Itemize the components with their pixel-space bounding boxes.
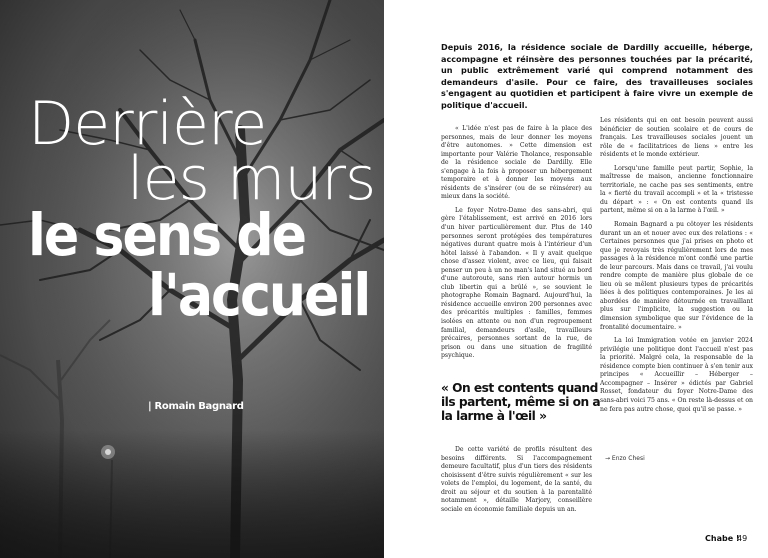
- col2-paragraph-3: Romain Bagnard a pu côtoyer les résidents durant un an et nouer avec eux des relations : « Certaines personnes que j'ai prises en photo et que je revoyais très régulièrement lors de mes passages à la résidence m'ont confié une partie de leur parcours. Mais dans ce travail, j'ai voulu rendre compte de manière plus globale de ce lieu où se mêlent plusieurs types de précarités liées à des politiques contemporaines. Je les ai abordées de manière détournée en travaillant plus sur l'implicite, la suggestion ou la dimension symbolique que sur l'évidence de la frontalité documentaire. »: [600, 221, 753, 331]
- author-credit: | Romain Bagnard: [148, 401, 244, 412]
- column-1: [441, 125, 592, 366]
- title-line-1: Derrière: [28, 89, 267, 159]
- col1-paragraph-1: « L'idée n'est pas de faire à la place des personnes, mais de leur donner les moyens d'être autonomes. » Cette dimension est importante pour Valérie Tholance, responsable de la résidence sociale de Dardilly. Elle s'engage à la fois à proposer un hébergement temporaire et à donner les moyens aux résidents de s'insérer (ou de se réinsérer) au mieux dans la société.: [441, 125, 592, 201]
- column-1-bottom: [441, 446, 592, 519]
- title-line-3: le sens de: [28, 201, 306, 269]
- col2-paragraph-4: La loi Immigration votée en janvier 2024 privilégie une politique dont l'accueil n'est pas la priorité. Malgré cela, la responsable de la résidence compte bien continuer à s'en tenir aux principes « Accueillir – Héberger – Accompagner – Insérer » édictés par Gabriel Rosset, fondateur du foyer Notre-Dame des sans-abri voici 75 ans. « On reste là-dessus et on ne fera pas autre chose, quoi qu'il se passe. »: [600, 337, 753, 413]
- col2-paragraph-1: Les résidents qui en ont besoin peuvent aussi bénéficier de soutien scolaire et de cours de français. Les travailleuses sociales jouent un rôle de « facilitatrices de liens » entre les résidents et le monde extérieur.: [600, 117, 753, 159]
- title-line-4: l'accueil: [148, 261, 370, 329]
- article-page: [384, 0, 768, 558]
- col1-paragraph-3: De cette variété de profils résultent des besoins différents. Si l'accompagnement demeure facultatif, plus d'un tiers des résidents choisissent d'être suivis régulièrement « sur les volets de l'emploi, du logement, de la santé, du droit au séjour et du soutien à la parentalité notamment », détaille Marjory, conseillère sociale en économie familiale depuis un an.: [441, 446, 592, 513]
- signature: → Enzo Chesi: [605, 455, 645, 462]
- column-2: [600, 117, 753, 419]
- col1-paragraph-2: Le foyer Notre-Dame des sans-abri, qui gère l'établissement, est arrivé en 2016 lors d'un hiver particulièrement dur. Plus de 140 personnes seront protégées des températures négatives durant quatre mois à l'intérieur d'un hôtel laissé à l'abandon. « Il y avait quelque chose d'assez violent, avec ce lieu, qui faisait penser un peu à un no man's land situé au bord d'une autoroute, sans rien autour hormis un club libertin qui a brûlé », se souvient le photographe Romain Bagnard. Aujourd'hui, la résidence accueille environ 200 personnes avec des précarités multiples : familles, femmes isolées en attente ou non d'un regroupement familial, demandeurs d'asile, travailleurs précaires, personnes sortant de la rue, de prison ou dans une situation de fragilité psychique.: [441, 206, 592, 360]
- pull-quote: « On est contents quand ils partent, même si on a la larme à l'œil »: [441, 381, 601, 423]
- intro-paragraph: Depuis 2016, la résidence sociale de Dardilly accueille, héberge, accompagne et réinsère des personnes touchées par la précarité, un public extrêmement varié qui comprend notamment des demandeurs d'asile. Pour ce faire, des travailleuses sociales s'engagent au quotidien et participent à faire vivre un exemple de politique d'accueil.: [441, 42, 753, 110]
- title-line-2: les murs: [127, 144, 376, 214]
- col2-paragraph-2: Lorsqu'une famille peut partir, Sophie, la maîtresse de maison, ancienne fonctionnaire territoriale, ne cache pas ses sentiments, entre la « fierté du travail accompli » et la « tristesse du départ » : « On est contents quand ils partent, même si on a la larme à l'œil. »: [600, 164, 753, 215]
- footer-brand: Chabe !: [705, 534, 740, 543]
- page-number: 49: [737, 534, 748, 543]
